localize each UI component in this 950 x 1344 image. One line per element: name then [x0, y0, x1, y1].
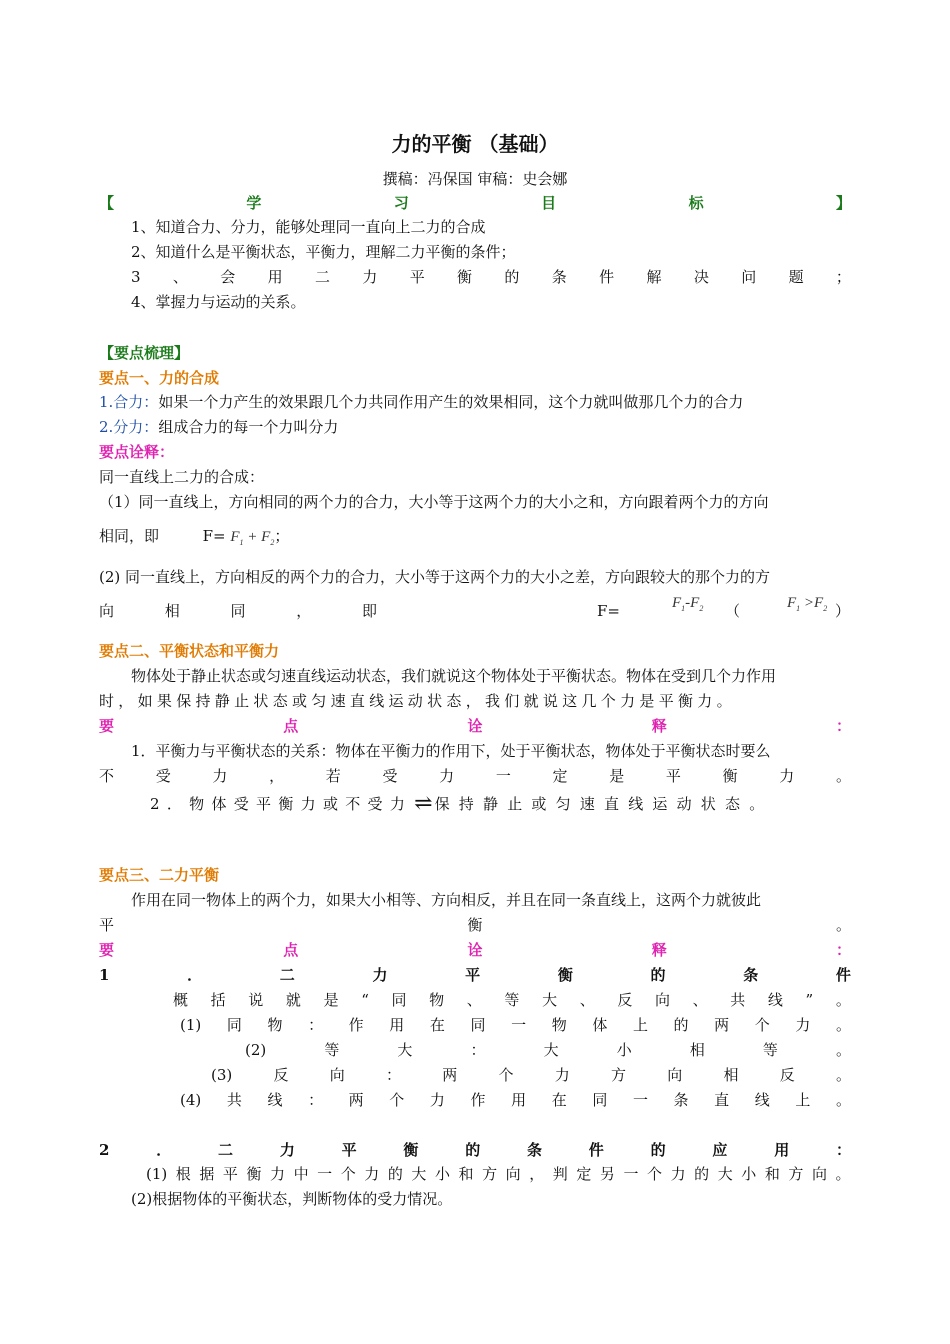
- goal-2: 2、知道什么是平衡状态，平衡力，理解二力平衡的条件；: [131, 243, 516, 261]
- text-glyph: 衡: [457, 268, 473, 286]
- rule-1-formula-prefix: F=: [202, 527, 226, 545]
- text-glyph: 物: [429, 991, 445, 1009]
- text-glyph: ：: [470, 1041, 486, 1059]
- text-glyph: 方: [788, 1165, 804, 1183]
- text-glyph: 和: [764, 1165, 780, 1183]
- formula-f: F: [230, 529, 240, 545]
- text-glyph: (4): [180, 1091, 202, 1109]
- text-glyph: 件: [835, 966, 851, 984]
- text-glyph: 平: [465, 966, 481, 984]
- rule-1-line-2: [99, 525, 851, 554]
- text-glyph: 方: [610, 1066, 626, 1084]
- text-glyph: ：: [835, 717, 851, 735]
- text-glyph: 个: [340, 1165, 356, 1183]
- condition-item-4: [180, 1089, 851, 1111]
- text-glyph: (1): [180, 1016, 202, 1034]
- text-glyph: 线: [767, 991, 783, 1009]
- text-glyph: 线: [754, 1091, 770, 1109]
- text-glyph: 1: [99, 966, 110, 984]
- text-glyph: 题: [788, 268, 804, 286]
- rule-1-line-1: （1）同一直线上，方向相同的两个力的合力，大小等于这两个力的大小之和，方向跟着两个力的方向: [99, 493, 769, 511]
- author-line: 撰稿：冯保国 审稿：史会娜: [382, 170, 568, 188]
- text-glyph: 、: [692, 991, 708, 1009]
- formula-op: -: [685, 595, 691, 611]
- formula-f: F: [787, 595, 797, 611]
- text-glyph: 二: [314, 268, 330, 286]
- text-glyph: 平: [341, 1141, 357, 1159]
- text-glyph: 力: [372, 966, 388, 984]
- text-glyph: 相: [723, 1066, 739, 1084]
- text-glyph: 。: [835, 767, 851, 785]
- formula-f: F: [672, 595, 682, 611]
- text-glyph: 。: [835, 1091, 851, 1109]
- formula-rparen: ）: [835, 602, 851, 620]
- condition-item-2: [245, 1039, 851, 1061]
- section-1-note-intro: 同一直线上二力的合成：: [99, 468, 265, 486]
- text-glyph: 的: [694, 1165, 710, 1183]
- application-item-1: [146, 1163, 851, 1185]
- text-glyph: 的: [650, 966, 666, 984]
- text-glyph: 个: [647, 1165, 663, 1183]
- application-heading: [99, 1139, 851, 1161]
- text-glyph: 两: [442, 1066, 458, 1084]
- text-glyph: (3): [211, 1066, 233, 1084]
- text-glyph: 同: [226, 1016, 242, 1034]
- text-glyph: 。: [835, 1165, 851, 1183]
- text-glyph: 作: [348, 1016, 364, 1034]
- text-glyph: 同: [230, 602, 246, 620]
- goals-header: [99, 192, 851, 214]
- formula-sub: 1: [239, 538, 244, 547]
- text-glyph: 方: [482, 1165, 498, 1183]
- text-glyph: 是: [609, 767, 625, 785]
- text-glyph: 大: [397, 1041, 413, 1059]
- text-glyph: 向: [654, 991, 670, 1009]
- text-glyph: 上: [632, 1016, 648, 1034]
- text-glyph: 的: [465, 1141, 481, 1159]
- text-glyph: 就: [285, 991, 301, 1009]
- application-item-2: (2)根据物体的平衡状态，判断物体的受力情况。: [131, 1190, 453, 1208]
- text-glyph: 用: [511, 1091, 527, 1109]
- text-glyph: 受: [155, 767, 171, 785]
- text-glyph: ：: [835, 1141, 851, 1159]
- text-glyph: 据: [199, 1165, 215, 1183]
- text-glyph: 力: [362, 268, 378, 286]
- text-glyph: 力: [554, 1066, 570, 1084]
- text-glyph: 在: [429, 1016, 445, 1034]
- text-glyph: 说: [248, 991, 264, 1009]
- section-2-note-1-line-1: 1．平衡力与平衡状态的关系：物体在平衡力的作用下，处于平衡状态，物体处于平衡状态时要么: [131, 742, 771, 760]
- rule-1-formula-tail: ；: [274, 527, 290, 545]
- text-glyph: 同: [592, 1091, 608, 1109]
- formula-sub: 1: [796, 604, 801, 613]
- text-glyph: 用: [774, 1141, 790, 1159]
- text-glyph: 等: [762, 1041, 778, 1059]
- text-glyph: 大: [411, 1165, 427, 1183]
- text-glyph: 向: [99, 602, 115, 620]
- text-glyph: 用: [267, 268, 283, 286]
- text-glyph: 点: [283, 941, 299, 959]
- goal-3: [131, 266, 851, 288]
- text-glyph: 两: [348, 1091, 364, 1109]
- text-glyph: 反: [617, 991, 633, 1009]
- formula-f: F: [261, 529, 271, 545]
- text-glyph: 二: [218, 1141, 234, 1159]
- text-glyph: 括: [210, 991, 226, 1009]
- section-2-title: 要点二、平衡状态和平衡力: [99, 642, 280, 660]
- text-glyph: 力: [279, 1141, 295, 1159]
- text-glyph: 。: [835, 1016, 851, 1034]
- text-glyph: 即: [361, 602, 377, 620]
- text-glyph: ，: [269, 767, 285, 785]
- text-glyph: 的: [504, 268, 520, 286]
- section-2-note-1-line-2: [99, 765, 851, 787]
- text-glyph: 。: [835, 1066, 851, 1084]
- text-glyph: 一: [317, 1165, 333, 1183]
- text-glyph: 反: [273, 1066, 289, 1084]
- text-glyph: 概: [173, 991, 189, 1009]
- text-glyph: 决: [693, 268, 709, 286]
- text-glyph: 力: [439, 767, 455, 785]
- text-glyph: 、: [579, 991, 595, 1009]
- summary-header: 【要点梳理】: [99, 344, 190, 362]
- formula-op: +: [247, 529, 258, 545]
- text-glyph: 平: [222, 1165, 238, 1183]
- text-glyph: 等: [324, 1041, 340, 1059]
- text-glyph: 一: [632, 1091, 648, 1109]
- text-glyph: 作: [470, 1091, 486, 1109]
- text-glyph: 相: [689, 1041, 705, 1059]
- text-glyph: 力: [270, 1165, 286, 1183]
- text-glyph: 衡: [467, 916, 483, 934]
- section-1-note-title: 要点诠释：: [99, 443, 175, 461]
- text-glyph: 点: [283, 717, 299, 735]
- text-glyph: 用: [389, 1016, 405, 1034]
- formula-f: F: [690, 595, 700, 611]
- section-2-note-2: [150, 793, 851, 815]
- text-glyph: 线: [267, 1091, 283, 1109]
- text-glyph: 3: [131, 268, 141, 286]
- formula-lparen: （: [725, 602, 741, 620]
- text-glyph: 力: [795, 1016, 811, 1034]
- equivalence-icon: ⇌: [414, 791, 433, 816]
- text-glyph: 目: [541, 194, 557, 212]
- text-glyph: ；: [835, 268, 851, 286]
- section-3-title: 要点三、二力平衡: [99, 866, 220, 884]
- text-glyph: 在: [551, 1091, 567, 1109]
- text-glyph: 两: [714, 1016, 730, 1034]
- text-glyph: 力: [212, 767, 228, 785]
- note-2-before: 2．物体受平衡力或不受力: [150, 795, 413, 813]
- formula-sum: [230, 529, 274, 545]
- text-glyph: 。: [835, 916, 851, 934]
- resultant-text: 如果一个力产生的效果跟几个力共同作用产生的效果相同，这个力就叫做那几个力的合力: [158, 393, 744, 411]
- formula-condition: [787, 592, 827, 620]
- text-glyph: (1): [146, 1165, 168, 1183]
- text-glyph: 大: [717, 1165, 733, 1183]
- text-glyph: 平: [665, 767, 681, 785]
- text-glyph: 条: [527, 1141, 543, 1159]
- text-glyph: ”: [805, 991, 814, 1009]
- text-glyph: 另: [599, 1165, 615, 1183]
- text-glyph: 条: [551, 268, 567, 286]
- note-2-after: 保持静止或匀速直线运动状态。: [434, 795, 774, 813]
- formula-f: F: [814, 595, 824, 611]
- text-glyph: 力: [670, 1165, 686, 1183]
- condition-1-heading: [99, 964, 851, 986]
- text-glyph: 、: [172, 268, 188, 286]
- text-glyph: 上: [795, 1091, 811, 1109]
- text-glyph: 力: [429, 1091, 445, 1109]
- text-glyph: 共: [226, 1091, 242, 1109]
- text-glyph: 物: [267, 1016, 283, 1034]
- text-glyph: 解: [646, 268, 662, 286]
- text-glyph: 力: [364, 1165, 380, 1183]
- text-glyph: 相: [164, 602, 180, 620]
- text-glyph: 诠: [467, 717, 483, 735]
- text-glyph: 平: [99, 916, 115, 934]
- text-glyph: 向: [505, 1165, 521, 1183]
- text-glyph: ：: [385, 1066, 401, 1084]
- text-glyph: 的: [673, 1016, 689, 1034]
- text-glyph: 根: [175, 1165, 191, 1183]
- text-glyph: 衡: [403, 1141, 419, 1159]
- text-glyph: 学: [246, 194, 262, 212]
- text-glyph: 应: [712, 1141, 728, 1159]
- text-glyph: 一: [623, 1165, 639, 1183]
- text-glyph: 是: [323, 991, 339, 1009]
- goal-1: 1、知道合力、分力，能够处理同一直向上二力的合成: [131, 218, 486, 236]
- goal-4: 4、掌握力与运动的关系。: [131, 293, 306, 311]
- text-glyph: ，: [296, 602, 312, 620]
- text-glyph: 力: [779, 767, 795, 785]
- formula-sub: 2: [823, 604, 828, 613]
- section-3-paragraph-line-1: 作用在同一物体上的两个力，如果大小相等、方向相反，并且在同一条直线上，这两个力就彼此: [131, 891, 762, 909]
- condition-summary: [173, 989, 851, 1011]
- text-glyph: 、: [466, 991, 482, 1009]
- text-glyph: ：: [308, 1091, 324, 1109]
- resultant-label: 1.合力：: [99, 393, 159, 411]
- condition-item-1: [180, 1014, 851, 1036]
- text-glyph: 定: [552, 767, 568, 785]
- text-glyph: 定: [576, 1165, 592, 1183]
- definition-component: [99, 416, 851, 438]
- text-glyph: 】: [835, 194, 851, 212]
- text-glyph: ．: [187, 966, 203, 984]
- formula-difference: [672, 592, 703, 620]
- text-glyph: 等: [504, 991, 520, 1009]
- formula-sub: 2: [699, 604, 704, 613]
- section-2-note-title: [99, 715, 851, 737]
- text-glyph: 衡: [557, 966, 573, 984]
- text-glyph: 条: [673, 1091, 689, 1109]
- text-glyph: 的: [650, 1141, 666, 1159]
- text-glyph: “: [361, 991, 369, 1009]
- text-glyph: 物: [551, 1016, 567, 1034]
- page-title: 力的平衡 （基础）: [391, 132, 559, 156]
- section-2-paragraph-line-2: 时，如果保持静止状态或匀速直线运动状态，我们就说这几个力是平衡力。: [99, 692, 736, 710]
- text-glyph: 。: [835, 991, 851, 1009]
- text-glyph: 一: [495, 767, 511, 785]
- text-glyph: 衡: [722, 767, 738, 785]
- text-glyph: 判: [552, 1165, 568, 1183]
- text-glyph: 件: [588, 1141, 604, 1159]
- text-glyph: 2: [99, 1141, 110, 1159]
- formula-sub: 2: [270, 538, 275, 547]
- section-3-note-title: [99, 939, 851, 961]
- section-2-paragraph-line-1: 物体处于静止状态或匀速直线运动状态，我们就说这个物体处于平衡状态。物体在受到几个力作用: [131, 667, 777, 685]
- text-glyph: 个: [389, 1091, 405, 1109]
- condition-item-3: [211, 1064, 851, 1086]
- text-glyph: 会: [220, 268, 236, 286]
- formula-sub: 1: [681, 604, 686, 613]
- text-glyph: 【: [99, 194, 115, 212]
- text-glyph: 共: [730, 991, 746, 1009]
- text-glyph: 同: [391, 991, 407, 1009]
- text-glyph: (2): [245, 1041, 267, 1059]
- text-glyph: 和: [458, 1165, 474, 1183]
- text-glyph: 体: [592, 1016, 608, 1034]
- component-label: 2.分力：: [99, 418, 159, 436]
- text-glyph: 向: [667, 1066, 683, 1084]
- text-glyph: 反: [779, 1066, 795, 1084]
- text-glyph: 释: [651, 717, 667, 735]
- text-glyph: 直: [714, 1091, 730, 1109]
- text-glyph: 受: [382, 767, 398, 785]
- text-glyph: 的: [387, 1165, 403, 1183]
- text-glyph: 同: [470, 1016, 486, 1034]
- text-glyph: 要: [99, 717, 115, 735]
- text-glyph: 大: [543, 1041, 559, 1059]
- text-glyph: 诠: [467, 941, 483, 959]
- text-glyph: 若: [325, 767, 341, 785]
- text-glyph: 不: [99, 767, 115, 785]
- text-glyph: ：: [308, 1016, 324, 1034]
- text-glyph: 一: [511, 1016, 527, 1034]
- text-glyph: 件: [599, 268, 615, 286]
- section-3-paragraph-line-2: [99, 914, 851, 936]
- text-glyph: 。: [835, 1041, 851, 1059]
- text-glyph: 条: [743, 966, 759, 984]
- text-glyph: 小: [434, 1165, 450, 1183]
- rule-2-formula-prefix: F=: [597, 602, 620, 620]
- text-glyph: 标: [688, 194, 704, 212]
- text-glyph: 中: [293, 1165, 309, 1183]
- text-glyph: ：: [835, 941, 851, 959]
- rule-2-chars: [99, 600, 377, 622]
- formula-op: >: [803, 595, 815, 611]
- text-glyph: 问: [741, 268, 757, 286]
- text-glyph: 二: [279, 966, 295, 984]
- text-glyph: 个: [754, 1016, 770, 1034]
- text-glyph: 衡: [246, 1165, 262, 1183]
- text-glyph: 要: [99, 941, 115, 959]
- rule-2-line-1: (2) 同一直线上，方向相反的两个力的合力，大小等于这两个力的大小之差，方向跟较大的那个力的方: [99, 568, 771, 586]
- text-glyph: 小: [741, 1165, 757, 1183]
- text-glyph: ．: [156, 1141, 172, 1159]
- text-glyph: 大: [542, 991, 558, 1009]
- section-1-title: 要点一、力的合成: [99, 369, 220, 387]
- component-text: 组成合力的每一个力叫分力: [158, 418, 339, 436]
- text-glyph: 小: [616, 1041, 632, 1059]
- text-glyph: 向: [811, 1165, 827, 1183]
- text-glyph: 个: [498, 1066, 514, 1084]
- definition-resultant: [99, 391, 851, 413]
- text-glyph: 习: [393, 194, 409, 212]
- text-glyph: 向: [329, 1066, 345, 1084]
- text-glyph: 平: [409, 268, 425, 286]
- text-glyph: ，: [529, 1165, 545, 1183]
- rule-1-text: 相同，即: [99, 527, 160, 545]
- text-glyph: 释: [651, 941, 667, 959]
